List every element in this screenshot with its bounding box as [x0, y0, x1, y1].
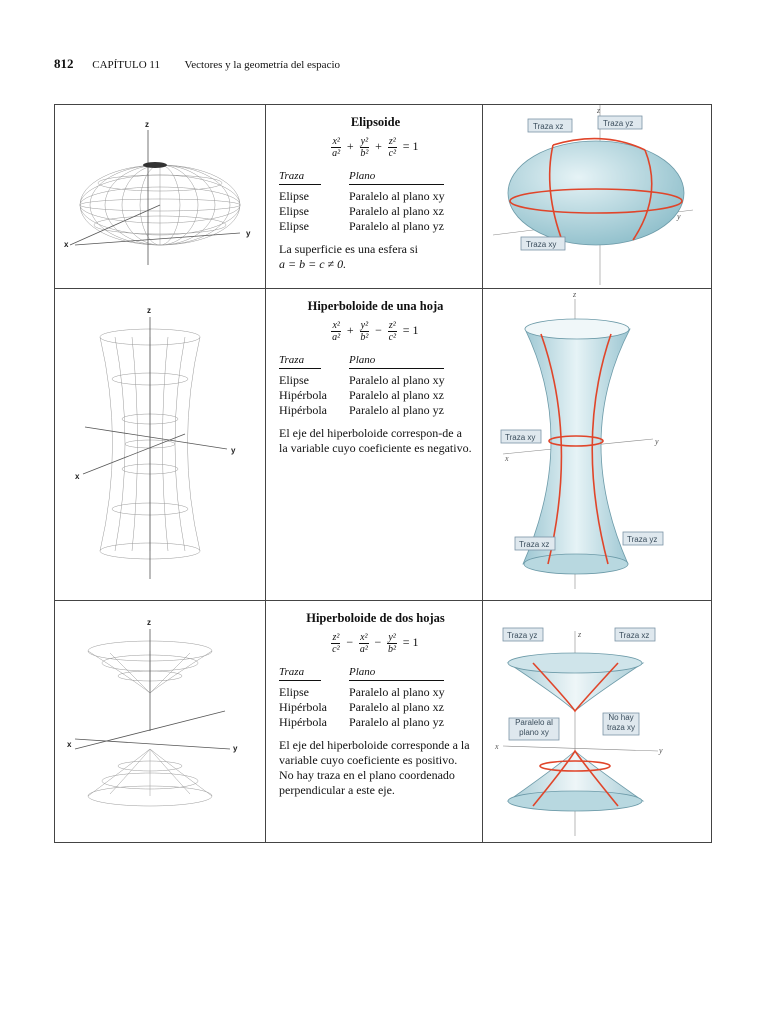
surface-note [279, 242, 472, 272]
z-axis-label: z [578, 630, 582, 639]
eq-numerator: x² [332, 136, 340, 147]
trace-type: Hipérbola [279, 403, 327, 417]
eq-rhs: = 1 [402, 139, 419, 154]
trace-plane: Paralelo al plano xy [349, 189, 445, 203]
eq-denominator: b² [360, 332, 369, 343]
callout-trace-xz: Traza xz [519, 540, 550, 549]
eq-operator: − [375, 323, 382, 338]
trace-type: Elipse [279, 373, 309, 387]
trace-row [279, 204, 472, 219]
z-axis-label: z [147, 618, 151, 627]
plane-col-header: Plano [349, 665, 444, 681]
rendered-cell [483, 105, 712, 289]
trace-row [279, 685, 472, 700]
z-axis-label: z [147, 306, 151, 315]
table-row-ellipsoid [55, 105, 712, 289]
trace-col-header: Traza [279, 169, 321, 185]
surface-equation [279, 136, 472, 159]
ellipsoid-wireframe-figure [55, 105, 266, 288]
trace-type: Elipse [279, 685, 309, 699]
eq-denominator: c² [332, 644, 340, 655]
note-line: La superficie es una esfera si [279, 242, 418, 256]
page-number: 812 [54, 56, 74, 71]
trace-type: Elipse [279, 219, 309, 233]
eq-numerator: z² [332, 632, 340, 643]
surface-title: Elipsoide [350, 115, 401, 129]
rendered-cell [483, 289, 712, 601]
x-axis-label: x [64, 240, 69, 249]
one-sheet-rendered-figure [483, 289, 712, 600]
surface-note: El eje del hiperboloide correspon-de a la variable cuyo coeficiente es negativo. [279, 426, 472, 455]
y-axis-label: y [233, 744, 238, 753]
eq-numerator: z² [388, 320, 396, 331]
callout-trace-yz: Traza yz [603, 119, 634, 128]
callout-trace-xz: Traza xz [533, 122, 564, 131]
trace-type: Hipérbola [279, 388, 327, 402]
surface-equation [279, 632, 472, 655]
wireframe-cell [55, 289, 266, 601]
eq-denominator: a² [332, 148, 341, 159]
rendered-cell [483, 601, 712, 843]
trace-row [279, 403, 472, 418]
x-axis-label: x [75, 472, 80, 481]
y-axis-label: y [246, 229, 251, 238]
eq-denominator: b² [360, 148, 369, 159]
eq-numerator: y² [388, 632, 396, 643]
ellipsoid-rendered-figure [483, 105, 712, 288]
table-row-two-sheet-hyperboloid [55, 601, 712, 843]
callout-no-trace-xy: No hay traza xy [606, 713, 635, 732]
one-sheet-wireframe-figure [55, 289, 266, 600]
x-axis-label: x [505, 454, 509, 463]
trace-plane: Paralelo al plano yz [349, 403, 444, 417]
eq-numerator: x² [332, 320, 340, 331]
trace-plane: Paralelo al plano yz [349, 715, 444, 729]
y-axis-label: y [655, 437, 659, 446]
callout-trace-yz: Traza yz [627, 535, 658, 544]
surface-title: Hiperboloide de una hoja [307, 299, 444, 313]
trace-col-header: Traza [279, 665, 321, 681]
eq-numerator: z² [388, 136, 396, 147]
y-axis-label: y [659, 746, 663, 755]
eq-numerator: y² [360, 136, 369, 147]
description-cell [266, 289, 483, 601]
eq-denominator: a² [359, 644, 368, 655]
plane-col-header: Plano [349, 353, 444, 369]
eq-denominator: a² [332, 332, 341, 343]
z-axis-label: z [145, 120, 149, 129]
eq-operator: − [374, 635, 382, 650]
trace-row [279, 388, 472, 403]
trace-plane: Paralelo al plano xy [349, 685, 445, 699]
wireframe-cell [55, 105, 266, 289]
two-sheet-rendered-figure [483, 601, 712, 842]
trace-plane: Paralelo al plano yz [349, 219, 444, 233]
section-title: Vectores y la geometría del espacio [184, 59, 341, 71]
trace-row [279, 373, 472, 388]
quadric-surfaces-table [54, 104, 712, 843]
z-axis-label: z [573, 290, 577, 299]
eq-rhs: = 1 [402, 323, 419, 338]
surface-title: Hiperboloide de dos hojas [306, 611, 445, 625]
z-axis-label: z [597, 106, 601, 115]
trace-type: Hipérbola [279, 700, 327, 714]
y-axis-label: y [231, 446, 236, 455]
plane-col-header: Plano [349, 169, 444, 185]
wireframe-cell [55, 601, 266, 843]
callout-trace-xy: Traza xy [526, 240, 557, 249]
callout-trace-xy: Traza xy [505, 433, 536, 442]
eq-denominator: c² [388, 332, 397, 343]
trace-type: Hipérbola [279, 715, 327, 729]
two-sheet-wireframe-figure [55, 601, 266, 842]
trace-table-header [279, 665, 472, 681]
y-axis-label: y [677, 212, 681, 221]
chapter-label: CAPÍTULO 11 [92, 59, 160, 71]
eq-operator: + [375, 139, 382, 154]
trace-row [279, 715, 472, 730]
trace-type: Elipse [279, 204, 309, 218]
trace-table-header [279, 169, 472, 185]
callout-trace-xz: Traza xz [619, 631, 650, 640]
eq-operator: + [346, 323, 354, 338]
trace-plane: Paralelo al plano xz [349, 204, 444, 218]
note-line: a = b = c ≠ 0. [279, 257, 347, 271]
trace-row [279, 189, 472, 204]
trace-plane: Paralelo al plano xy [349, 373, 445, 387]
eq-operator: − [346, 635, 354, 650]
description-cell [266, 601, 483, 843]
page-header [54, 56, 340, 72]
trace-type: Elipse [279, 189, 309, 203]
trace-table-header [279, 353, 472, 369]
surface-equation [279, 320, 472, 343]
trace-col-header: Traza [279, 353, 321, 369]
eq-numerator: x² [360, 632, 368, 643]
trace-plane: Paralelo al plano xz [349, 388, 444, 402]
eq-numerator: y² [360, 320, 369, 331]
description-cell [266, 105, 483, 289]
eq-denominator: b² [388, 644, 397, 655]
x-axis-label: x [67, 740, 72, 749]
trace-row [279, 700, 472, 715]
x-axis-label: x [495, 742, 499, 751]
callout-parallel-xy: Paralelo al plano xy [515, 718, 553, 737]
surface-note: El eje del hiperboloide corresponde a la variable cuyo coeficiente es positivo. No hay traza en el plano coordenado perpendicular a este eje. [279, 738, 470, 797]
table-row-one-sheet-hyperboloid [55, 289, 712, 601]
eq-operator: + [346, 139, 354, 154]
callout-trace-yz: Traza yz [507, 631, 538, 640]
trace-plane: Paralelo al plano xz [349, 700, 444, 714]
eq-rhs: = 1 [402, 635, 419, 650]
trace-row [279, 219, 472, 234]
eq-denominator: c² [388, 148, 397, 159]
